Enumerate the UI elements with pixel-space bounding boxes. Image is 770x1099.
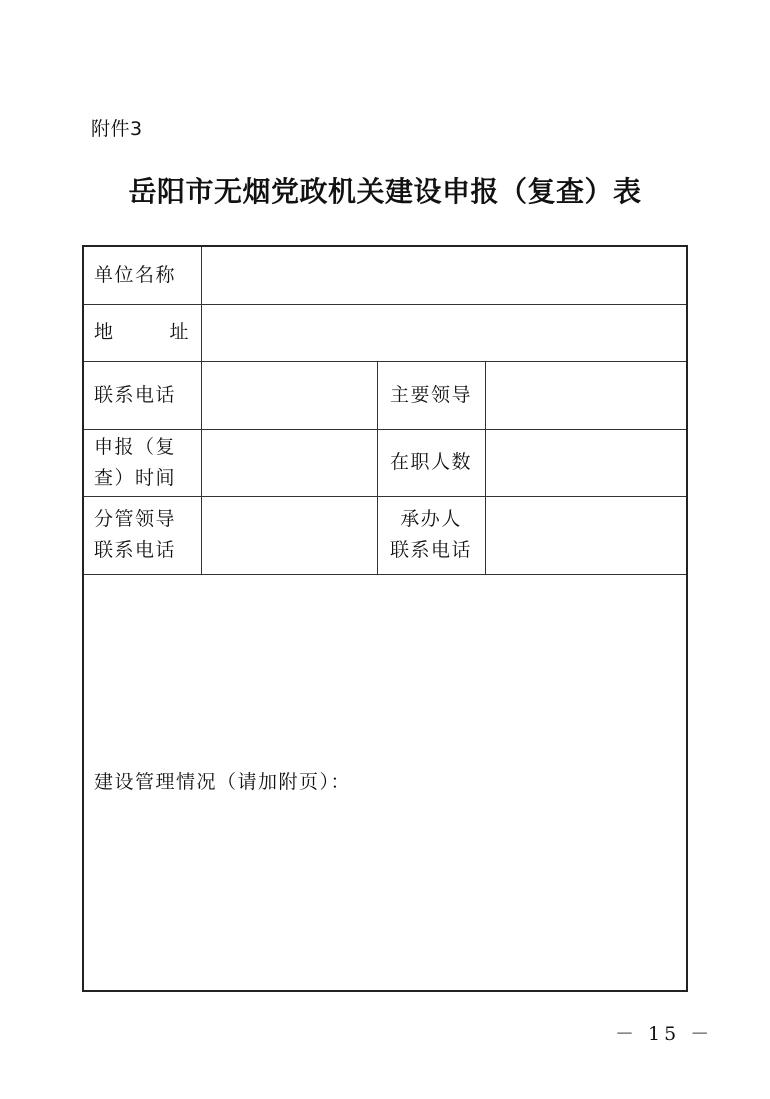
declare-time-field[interactable] <box>201 429 377 496</box>
staff-count-field[interactable] <box>485 429 687 496</box>
leader-in-charge-label-cell <box>83 496 201 574</box>
declare-time-label-cell <box>83 429 201 496</box>
unit-name-field[interactable] <box>201 246 687 304</box>
row-unit-name <box>83 246 687 304</box>
leader-in-charge-label-line2: 联系电话 <box>94 539 177 561</box>
page-number: － 15 － <box>615 1023 714 1045</box>
row-address <box>83 304 687 361</box>
management-field[interactable] <box>83 574 687 991</box>
address-label-part1: 地 <box>94 321 114 343</box>
staff-count-label: 在职人数 <box>377 429 485 496</box>
leader-in-charge-phone-field[interactable] <box>201 496 377 574</box>
row-management <box>83 574 687 991</box>
attachment-label: 附件3 <box>91 118 143 140</box>
unit-name-label: 单位名称 <box>83 246 201 304</box>
phone-field[interactable] <box>201 361 377 429</box>
handler-label-line1: 承办人 <box>400 508 462 530</box>
leader-in-charge-label-line1: 分管领导 <box>94 508 177 530</box>
address-field[interactable] <box>201 304 687 361</box>
main-leader-field[interactable] <box>485 361 687 429</box>
row-time-staff <box>83 429 687 496</box>
management-label: 建设管理情况（请加附页）： <box>94 770 352 793</box>
declaration-form-table <box>82 245 688 992</box>
declare-time-label-line1: 申报（复 <box>94 435 177 458</box>
row-leader-handler <box>83 496 687 574</box>
row-phone-leader <box>83 361 687 429</box>
page-title: 岳阳市无烟党政机关建设申报（复查）表 <box>128 175 642 208</box>
main-leader-label: 主要领导 <box>377 361 485 429</box>
declare-time-label-line2: 查）时间 <box>94 466 177 489</box>
handler-phone-field[interactable] <box>485 496 687 574</box>
handler-label-line2: 联系电话 <box>389 539 472 561</box>
phone-label: 联系电话 <box>83 361 201 429</box>
address-label-cell <box>83 304 201 361</box>
handler-label-cell <box>377 496 485 574</box>
address-label-part2: 址 <box>169 321 189 343</box>
